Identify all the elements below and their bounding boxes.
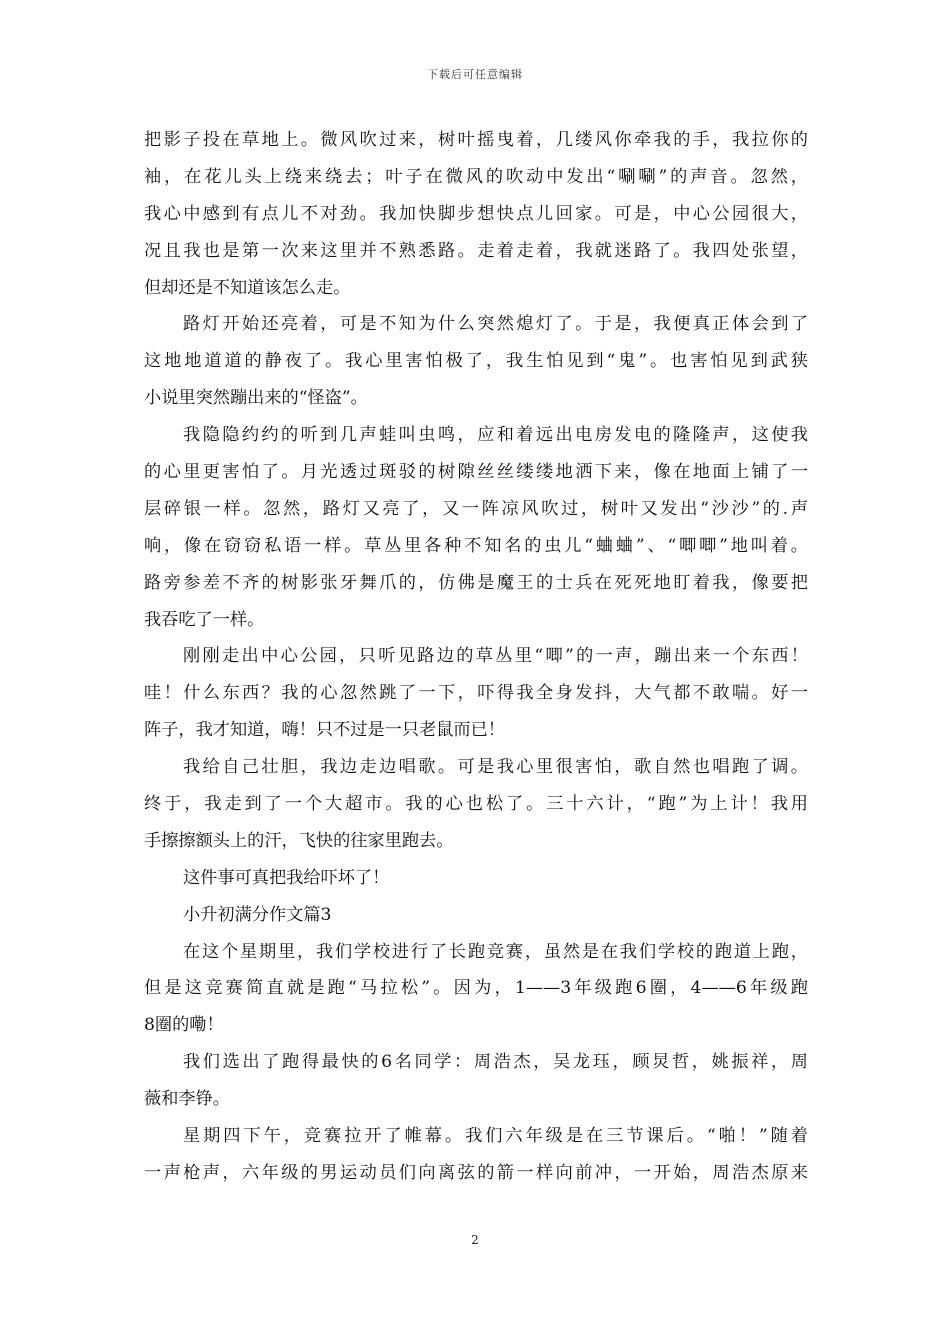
text-line: 把影子投在草地上。微风吹过来，树叶摇曳着，几缕风你牵我的手，我拉你的 — [144, 130, 808, 150]
text-line: 一声枪声，六年级的男运动员们向离弦的箭一样向前冲，一开始，周浩杰原来 — [144, 1162, 808, 1183]
text-line: 况且我也是第一次来这里并不熟悉路。走着走着，我就迷路了。我四处张望， — [144, 240, 808, 261]
text-line: 路旁参差不齐的树影张牙舞爪的，仿佛是魔王的士兵在死死地盯着我，像要把 — [144, 572, 808, 593]
text-line: 但是这竞赛简直就是跑“马拉松”。因为，1——3年级跑6圈，4——6年级跑 — [144, 978, 808, 999]
text-line: 在这个星期里，我们学校进行了长跑竞赛，虽然是在我们学校的跑道上跑， — [183, 941, 808, 962]
page-number: 2 — [471, 1233, 479, 1247]
text-line: 我心中感到有点儿不对劲。我加快脚步想快点儿回家。可是，中心公园很大， — [144, 203, 808, 224]
text-line: 我给自己壮胆，我边走边唱歌。可是我心里很害怕，歌自然也唱跑了调。 — [183, 757, 808, 778]
text-line: 我隐隐约约的听到几声蛙叫虫鸣，应和着远出电房发电的隆隆声，这使我 — [183, 425, 808, 446]
text-line: 手擦擦额头上的汗，飞快的往家里跑去。 — [144, 830, 454, 851]
text-line: 这件事可真把我给吓坏了！ — [183, 867, 390, 888]
text-line: 袖，在花儿头上绕来绕去；叶子在微风的吹动中发出“唰唰”的声音。忽然， — [144, 166, 808, 187]
text-line: 层碎银一样。忽然，路灯又亮了，又一阵凉风吹过，树叶又发出“沙沙”的.声 — [144, 498, 808, 519]
text-line: 小说里突然蹦出来的“怪盗”。 — [144, 388, 368, 409]
text-line: 我们选出了跑得最快的6名同学：周浩杰，吴龙珏，顾炅哲，姚振祥，周 — [183, 1052, 808, 1073]
text-line: 响，像在窃窃私语一样。草丛里各种不知名的虫儿“蛐蛐”、“唧唧”地叫着。 — [144, 535, 808, 556]
text-line: 阵子，我才知道，嗨！只不过是一只老鼠而已！ — [144, 720, 505, 741]
text-line: 刚刚走出中心公园，只听见路边的草丛里“唧”的一声，蹦出来一个东西！ — [183, 646, 808, 667]
text-line: 路灯开始还亮着，可是不知为什么突然熄灯了。于是，我便真正体会到了 — [183, 314, 808, 335]
text-line: 终于，我走到了一个大超市。我的心也松了。三十六计，“跑”为上计！我用 — [144, 794, 808, 815]
text-line: 的心里更害怕了。月光透过斑驳的树隙丝丝缕缕地洒下来，像在地面上铺了一 — [144, 462, 808, 483]
document-body — [144, 122, 808, 1192]
text-line: 哇！什么东西？我的心忽然跳了一下，吓得我全身发抖，大气都不敢喘。好一 — [144, 683, 808, 704]
text-line: 这地地道道的静夜了。我心里害怕极了，我生怕见到“鬼”。也害怕见到武狭 — [144, 351, 808, 372]
text-line: 星期四下午，竞赛拉开了帷幕。我们六年级是在三节课后。“啪！”随着 — [183, 1126, 808, 1147]
text-line: 我吞吃了一样。 — [144, 609, 265, 630]
text-line: 小升初满分作文篇3 — [183, 904, 332, 925]
page-header: 下载后可任意编辑 — [427, 68, 523, 81]
text-line: 但却还是不知道该怎么走。 — [144, 277, 351, 298]
text-line: 薇和李铮。 — [144, 1089, 230, 1110]
text-line: 8圈的嘞！ — [144, 1015, 224, 1036]
